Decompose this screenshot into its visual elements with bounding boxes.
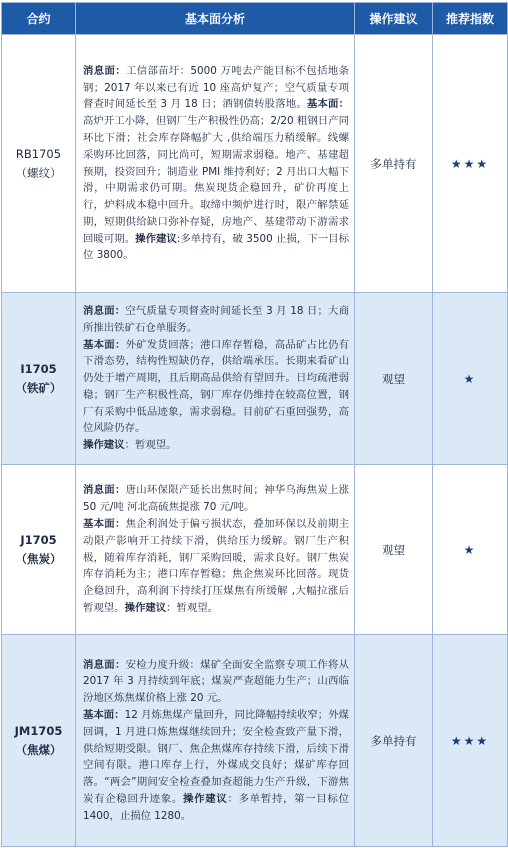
contract-cell [2,293,76,465]
contract-code: RB1705 [15,146,62,161]
fund-label: 基本面： [83,338,126,351]
fund-text: 外矿发货回落；港口库存暂稳，高品矿占比仍有下滑态势，结构性短缺仍存，供给端承压。长期来看矿山仍处于增产周期，且后期高品供给有望回升。日均疏港弱稳；钢厂生产积极性高，钢厂库存仍维持在较高位置，钢厂有采购中低品迹象，需求弱稳。目前矿石重回强势，高位风险仍存。 [83,338,350,435]
header-rating: 推荐指数 [433,3,508,35]
contract-name: （焦炭） [15,551,62,566]
header-contract: 合约 [2,3,76,35]
contract-cell [2,35,76,293]
contract-name: （铁矿） [15,380,62,395]
op-label: 操作建议 [135,232,177,245]
op-label: 操作建议 [83,439,125,452]
contract-cell [2,465,76,635]
news-text: 空气质量专项督查时间延长至 3 月 18 日；大商所推出铁矿石仓单服务。 [83,304,350,334]
advice-cell: 多单持有 [355,635,433,847]
contract-code: J1705 [20,532,57,547]
news-label: 消息面： [83,304,126,317]
fund-text: 焦企利润处于偏亏损状态，叠加环保以及前期主动限产影响开工持续下滑，供给压力缓解。钢厂生产积极，随着库存消耗，钢厂采购回暖，需求良好。钢厂焦炭库存消耗为主；港口库存暂稳；焦企焦炭环比回落。现货企稳回升，高利润下持续打压煤焦有所缓解 ,大幅拉涨后暂观望。 [83,517,350,614]
analysis-cell [76,293,355,465]
fund-text: 12 月炼焦煤产量回升，同比降幅持续收窄；外煤回调，1 月进口炼焦煤继续回升；安全检查致产量下滑，供给短期受限。钢厂、焦企焦煤库存持续下滑，后续下滑空间有限。港口库存上行，外煤成交良好；煤矿库存回落。“两会”期间安全检查叠加查超能力生产升级，下游焦炭有企稳回升迹象。 [83,708,349,805]
analysis-cell [76,35,355,293]
advice-cell: 观望 [355,465,433,635]
contract-name: （螺纹） [15,165,62,180]
op-text: ：暂观望。 [166,601,219,614]
contract-code: I1705 [20,361,57,376]
analysis-table [1,2,508,847]
table-row [2,465,508,635]
rating-stars: ★ [433,465,508,635]
news-text: 安检力度升级：煤矿全面安全监察专项工作将从 2017 年 3 月持续到年底；煤炭严查超能力生产；山西临汾地区炼焦煤价格上涨 20 元。 [83,658,350,705]
table-row [2,293,508,465]
advice-cell: 多单持有 [355,35,433,293]
op-label: 操作建议 [124,601,167,614]
op-label: 操作建议 [183,792,228,805]
header-analysis: 基本面分析 [76,3,355,35]
advice-cell: 观望 [355,293,433,465]
fund-label: 基本面： [306,98,350,111]
news-label: 消息面： [83,658,126,671]
news-text: 工信部苗圩：5000 万吨去产能目标不包括地条钢；2017 年以来已有近 10 座高炉复产；空气质量专项督查时间延长至 3 月 18 日；酒钢债转股落地。 [83,64,350,111]
fund-label: 基本面： [83,517,126,530]
contract-code: JM1705 [14,723,63,738]
table-row [2,35,508,293]
op-text: ：多单暂持，第一目标位 1400，止损位 1280。 [83,792,350,822]
op-text: ：暂观望。 [124,439,177,452]
fund-text: 高炉开工小降，但钢厂生产积极性仍高；2/20 粗钢日产同环比下滑；社会库存降幅扩大 ,供给端压力稍缓解。线螺采购环比回落，同比尚可，短期需求弱稳。地产、基建超预期，投资回升；制造业 PMI 维持利好；2 月出口大幅下滑，中期需求仍可期。焦炭现货企稳回升，矿价再度上行，炉料成本稳中回升。取缔中频炉进行时，限产解禁延期，短期供给缺口弥补存疑，房地产、基建带动下游需求回暖可期。 [83,115,349,245]
contract-name: （焦煤） [15,742,62,757]
fund-label: 基本面： [83,708,125,721]
header-row [2,3,508,35]
rating-stars: ★★★ [433,635,508,847]
news-label: 消息面： [83,64,126,77]
rating-stars: ★ [433,293,508,465]
analysis-cell [76,635,355,847]
header-advice: 操作建议 [355,3,433,35]
contract-cell [2,635,76,847]
analysis-cell [76,465,355,635]
news-text: 唐山环保限产延长出焦时间；神华乌海焦炭上涨 50 元/吨 河北高硫焦提涨 70 元/吨。 [83,484,350,514]
op-text: :多单持有，破 3500 止损，下一目标位 3800。 [83,232,349,262]
table-row [2,635,508,847]
news-label: 消息面： [83,484,126,497]
rating-stars: ★★★ [433,35,508,293]
